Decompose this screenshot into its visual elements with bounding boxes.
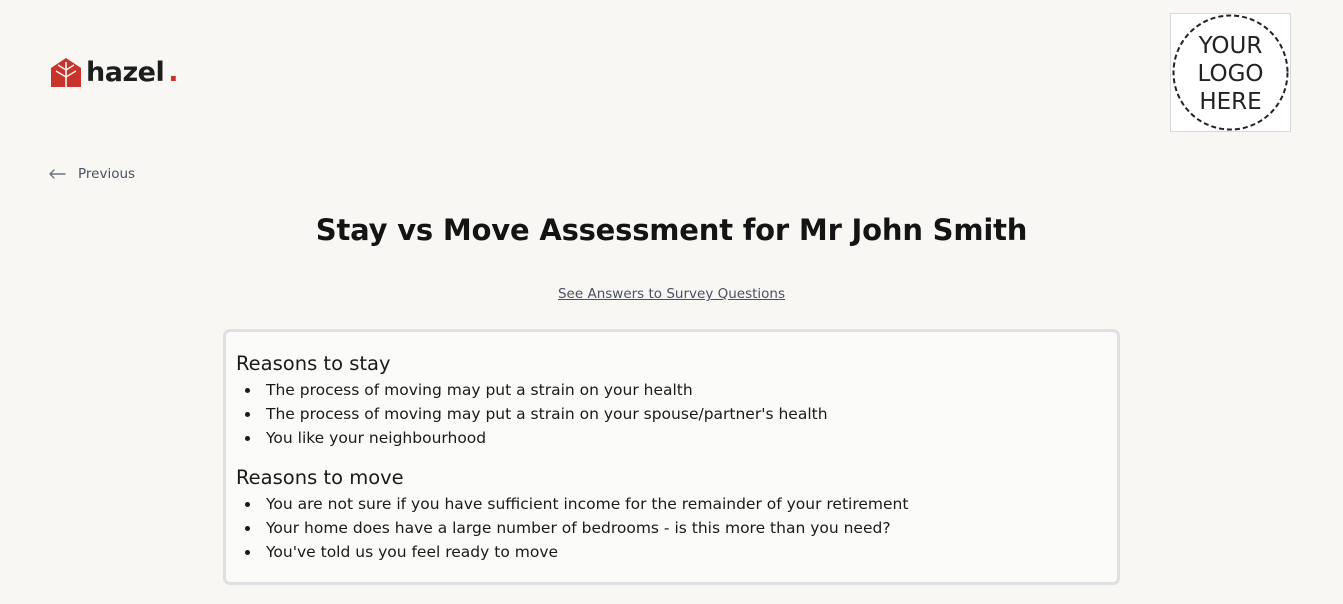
house-leaf-icon [50, 56, 82, 88]
logo-line-2: LOGO [1197, 61, 1264, 87]
partner-logo-placeholder [1171, 14, 1290, 131]
move-reason-item: Your home does have a large number of bedrooms - is this more than you need? [266, 516, 1117, 540]
reasons-card [223, 329, 1120, 585]
survey-answers-row [0, 286, 1343, 302]
stay-reason-item: You like your neighbourhood [266, 426, 1117, 450]
stay-reasons-list [226, 378, 1117, 450]
stay-heading: Reasons to stay [236, 352, 391, 375]
move-heading: Reasons to move [236, 466, 404, 489]
brand-dot: . [168, 56, 179, 88]
move-reason-item: You've told us you feel ready to move [266, 540, 1117, 564]
logo-line-1: YOUR [1198, 33, 1263, 59]
previous-link[interactable] [48, 164, 135, 184]
brand-logo[interactable] [50, 56, 179, 88]
logo-placeholder-badge [1171, 14, 1290, 131]
survey-answers-link[interactable]: See Answers to Survey Questions [557, 286, 786, 302]
brand-name: hazel [86, 56, 165, 88]
arrow-left-icon [48, 164, 66, 184]
page-title: Stay vs Move Assessment for Mr John Smith [315, 213, 1028, 247]
move-reasons-list [226, 492, 1117, 564]
stay-reason-item: The process of moving may put a strain on your spouse/partner's health [266, 402, 1117, 426]
previous-label: Previous [78, 166, 136, 182]
logo-line-3: HERE [1199, 89, 1262, 115]
move-reason-item: You are not sure if you have sufficient income for the remainder of your retirement [266, 492, 1117, 516]
stay-reason-item: The process of moving may put a strain on your health [266, 378, 1117, 402]
